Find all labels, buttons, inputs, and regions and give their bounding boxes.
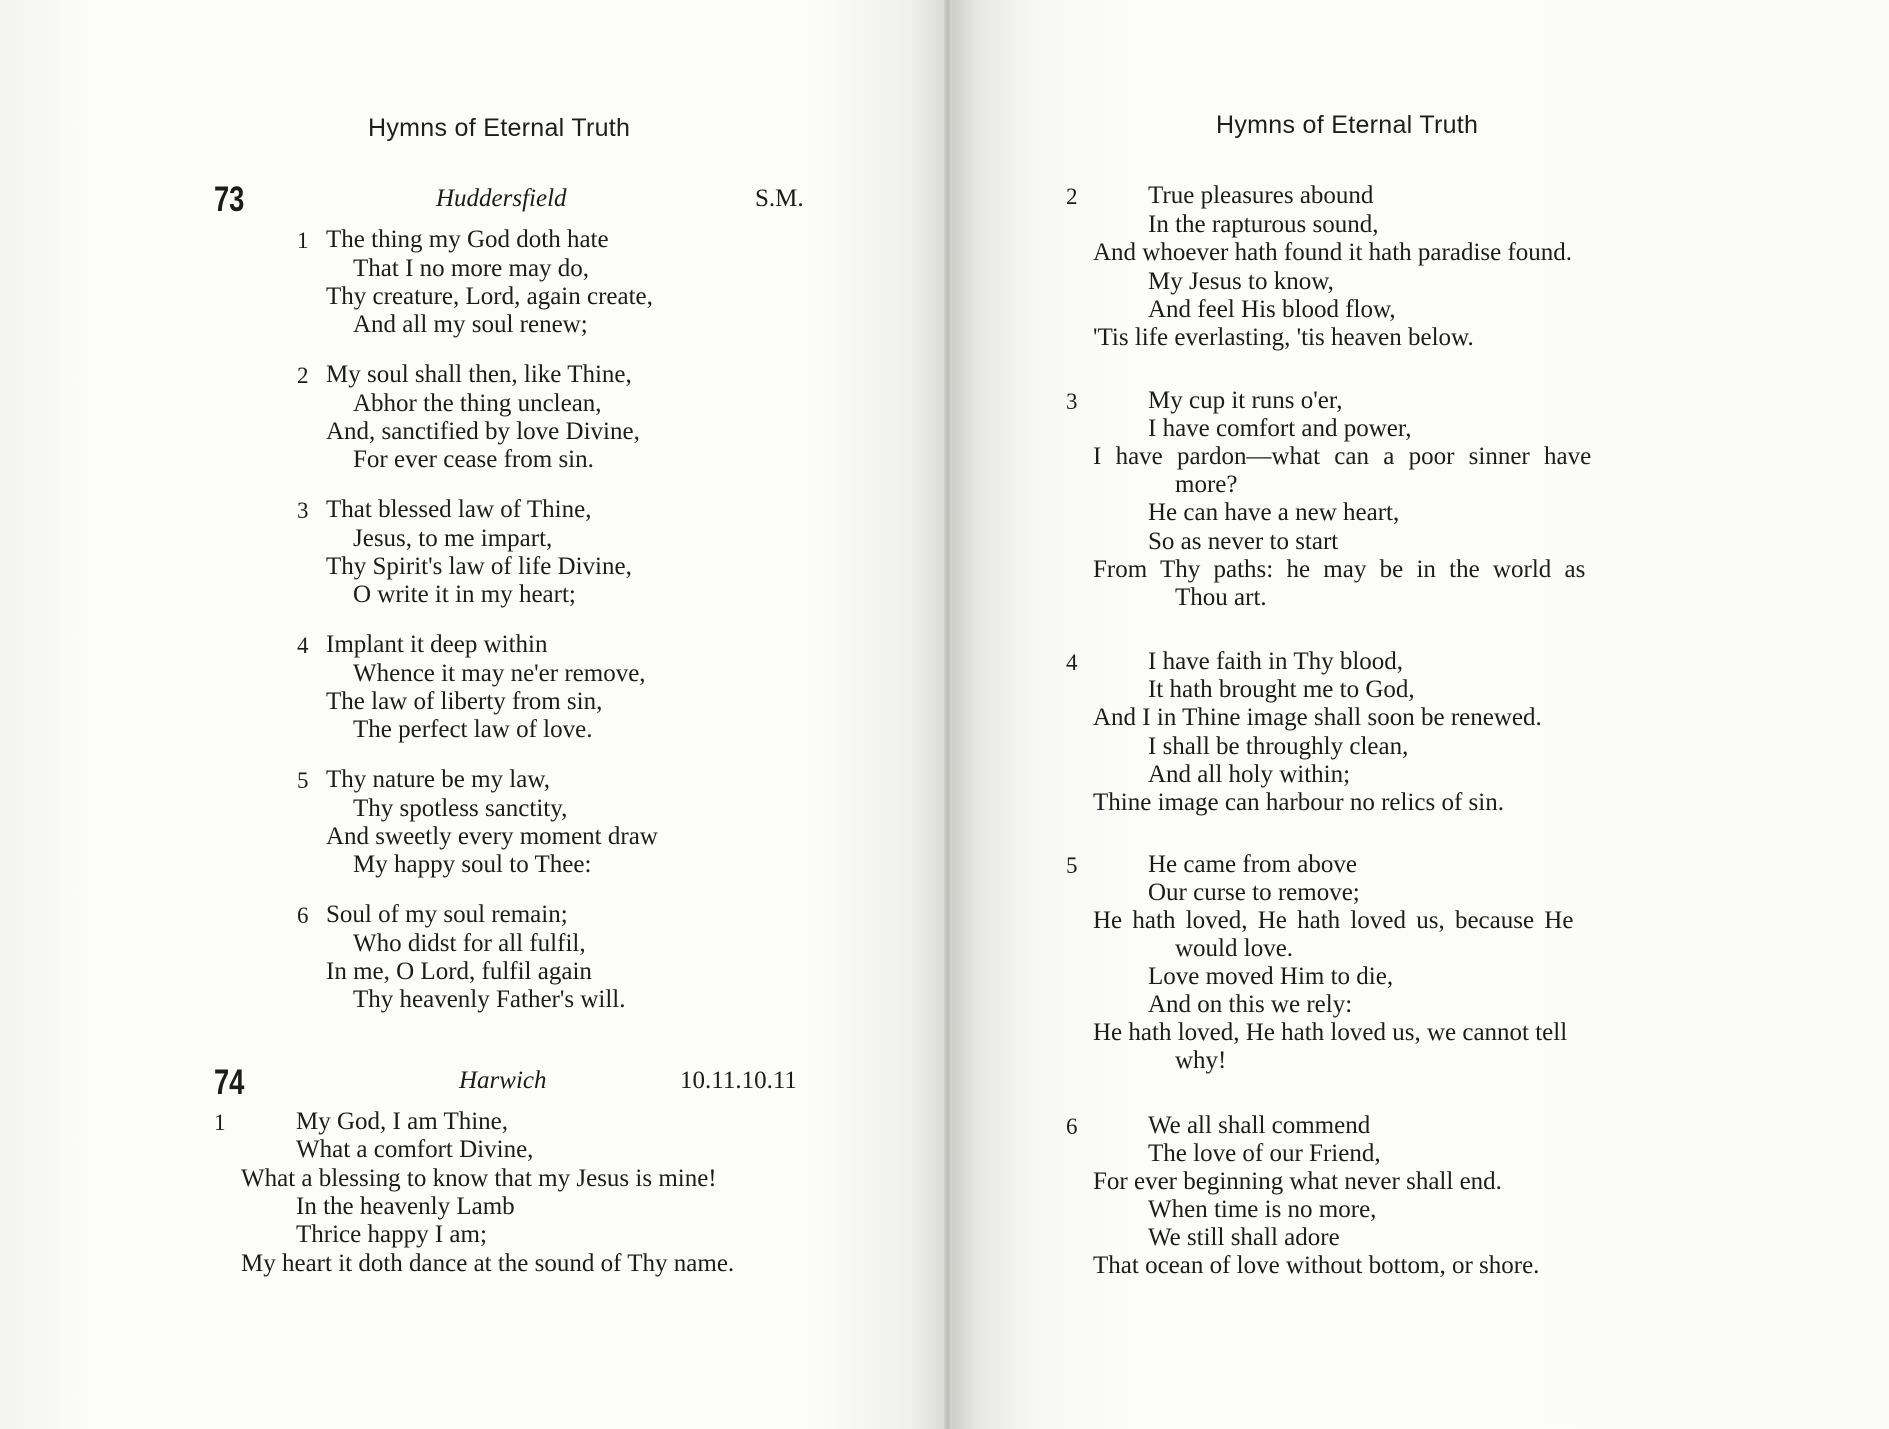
verse-line: Soul of my soul remain; bbox=[326, 901, 568, 928]
verse-line: more? bbox=[1175, 471, 1238, 498]
hymn-73-meter: S.M. bbox=[755, 185, 804, 212]
verse-line: Implant it deep within bbox=[326, 631, 548, 658]
verse-line: In the rapturous sound, bbox=[1148, 211, 1379, 238]
verse-line: My happy soul to Thee: bbox=[353, 851, 592, 878]
verse-line: Love moved Him to die, bbox=[1148, 963, 1394, 990]
verse-line: And on this we rely: bbox=[1148, 991, 1353, 1018]
verse-line: Jesus, to me impart, bbox=[353, 525, 553, 552]
verse-line: 'Tis life everlasting, 'tis heaven below. bbox=[1093, 324, 1474, 351]
verse-number: 5 bbox=[1066, 853, 1078, 878]
verse-line: And feel His blood flow, bbox=[1148, 296, 1396, 323]
verse-line: And whoever hath found it hath paradise found. bbox=[1093, 239, 1573, 266]
verse-number: 3 bbox=[297, 498, 309, 523]
verse-line: My soul shall then, like Thine, bbox=[326, 361, 632, 388]
verse-line: True pleasures abound bbox=[1148, 182, 1374, 209]
verse-line: Our curse to remove; bbox=[1148, 879, 1360, 906]
left-running-head: Hymns of Eternal Truth bbox=[368, 114, 631, 142]
verse-line: My Jesus to know, bbox=[1148, 268, 1334, 295]
verse-line: would love. bbox=[1175, 935, 1294, 962]
verse-line: why! bbox=[1175, 1047, 1227, 1074]
verse-line: I have faith in Thy blood, bbox=[1148, 648, 1404, 675]
verse-line: The love of our Friend, bbox=[1148, 1140, 1381, 1167]
verse-line: The thing my God doth hate bbox=[326, 226, 609, 253]
hymn-74-tune: Harwich bbox=[459, 1067, 547, 1094]
verse-line: He hath loved, He hath loved us, because He bbox=[1093, 907, 1574, 934]
verse-line: That I no more may do, bbox=[353, 255, 590, 282]
verse-line: Thrice happy I am; bbox=[296, 1221, 487, 1248]
verse-line: We still shall adore bbox=[1148, 1224, 1340, 1251]
verse-line: And all my soul renew; bbox=[353, 311, 588, 338]
verse-line: The law of liberty from sin, bbox=[326, 688, 603, 715]
verse-number: 3 bbox=[1066, 389, 1078, 414]
verse-line: In me, O Lord, fulfil again bbox=[326, 958, 592, 985]
verse-line: Thy Spirit's law of life Divine, bbox=[326, 553, 632, 580]
verse-line: He can have a new heart, bbox=[1148, 499, 1400, 526]
verse-line: I have pardon—what can a poor sinner have bbox=[1093, 443, 1592, 470]
verse-number: 4 bbox=[1066, 650, 1078, 675]
book-gutter bbox=[944, 0, 952, 1429]
verse-line: From Thy paths: he may be in the world as bbox=[1093, 556, 1586, 583]
right-running-head: Hymns of Eternal Truth bbox=[1216, 111, 1479, 139]
verse-line: My cup it runs o'er, bbox=[1148, 387, 1343, 414]
verse-line: And all holy within; bbox=[1148, 761, 1351, 788]
hymn-number-73: 73 bbox=[214, 180, 245, 219]
verse-line: Abhor the thing unclean, bbox=[353, 390, 602, 417]
verse-line: My God, I am Thine, bbox=[296, 1108, 509, 1135]
verse-line: What a blessing to know that my Jesus is mine! bbox=[241, 1165, 717, 1192]
hymn-74-meter: 10.11.10.11 bbox=[680, 1067, 797, 1094]
verse-line: He came from above bbox=[1148, 851, 1357, 878]
verse-number: 5 bbox=[297, 768, 309, 793]
verse-line: Thou art. bbox=[1175, 584, 1267, 611]
verse-line: Thy creature, Lord, again create, bbox=[326, 283, 653, 310]
verse-line: Thine image can harbour no relics of sin. bbox=[1093, 789, 1504, 816]
verse-line: And I in Thine image shall soon be renewed. bbox=[1093, 704, 1542, 731]
verse-line: I shall be throughly clean, bbox=[1148, 733, 1409, 760]
hymn-73-tune: Huddersfield bbox=[436, 185, 567, 212]
verse-line: The perfect law of love. bbox=[353, 716, 593, 743]
verse-number: 6 bbox=[1066, 1114, 1078, 1139]
verse-number: 1 bbox=[297, 228, 309, 253]
verse-number: 2 bbox=[1066, 184, 1078, 209]
verse-line: Thy heavenly Father's will. bbox=[353, 986, 626, 1013]
verse-line: We all shall commend bbox=[1148, 1112, 1371, 1139]
verse-line: My heart it doth dance at the sound of Thy name. bbox=[241, 1250, 735, 1277]
verse-number: 6 bbox=[297, 903, 309, 928]
verse-line: He hath loved, He hath loved us, we cannot tell bbox=[1093, 1019, 1568, 1046]
verse-line: It hath brought me to God, bbox=[1148, 676, 1415, 703]
verse-number: 4 bbox=[297, 633, 309, 658]
verse-line: For ever beginning what never shall end. bbox=[1093, 1168, 1502, 1195]
verse-line: What a comfort Divine, bbox=[296, 1136, 534, 1163]
verse-number: 1 bbox=[214, 1110, 226, 1135]
hymn-number-74: 74 bbox=[214, 1063, 245, 1102]
verse-line: I have comfort and power, bbox=[1148, 415, 1412, 442]
verse-line: Thy spotless sanctity, bbox=[353, 795, 568, 822]
verse-number: 2 bbox=[297, 363, 309, 388]
verse-line: And, sanctified by love Divine, bbox=[326, 418, 640, 445]
verse-line: Who didst for all fulfil, bbox=[353, 930, 586, 957]
verse-line: That ocean of love without bottom, or shore. bbox=[1093, 1252, 1540, 1279]
verse-line: When time is no more, bbox=[1148, 1196, 1377, 1223]
verse-line: Thy nature be my law, bbox=[326, 766, 550, 793]
verse-line: O write it in my heart; bbox=[353, 581, 576, 608]
verse-line: For ever cease from sin. bbox=[353, 446, 594, 473]
verse-line: So as never to start bbox=[1148, 528, 1339, 555]
verse-line: In the heavenly Lamb bbox=[296, 1193, 515, 1220]
verse-line: And sweetly every moment draw bbox=[326, 823, 658, 850]
verse-line: Whence it may ne'er remove, bbox=[353, 660, 646, 687]
verse-line: That blessed law of Thine, bbox=[326, 496, 592, 523]
